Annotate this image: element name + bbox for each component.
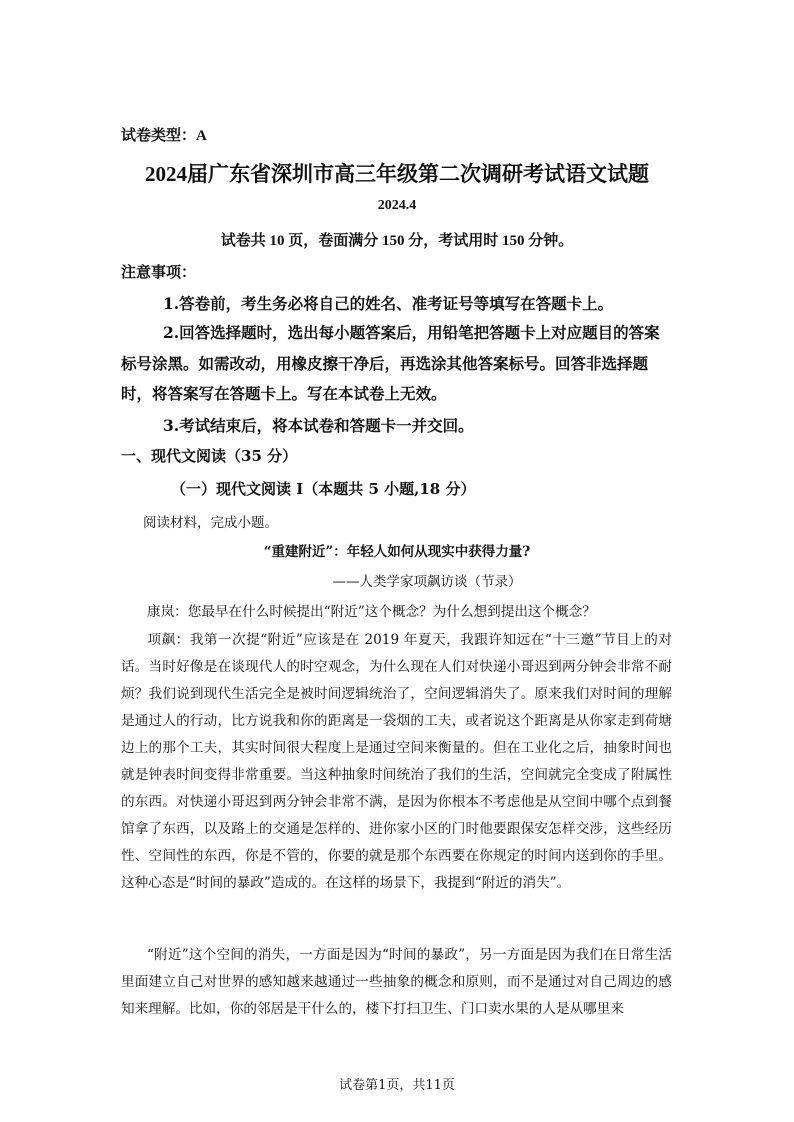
section-heading: 一、现代文阅读（35 分） xyxy=(121,447,298,465)
paragraph-text: “附近”这个空间的消失，一方面是因为“时间的暴政”，另一方面是因为我们在日常生活里面建立自己对世界的感知越来越通过一些抽象的概念和原则，而不是通过对自己周边的感知来理解。比如，你的邻居是干什么的，楼下打扫卫生、门口卖水果的人是从哪里来 xyxy=(121,947,672,1017)
exam-date: 2024.4 xyxy=(377,198,417,213)
article-subtitle: ——人类学家项飙访谈（节录） xyxy=(332,574,522,590)
notice-item-2: 2.回答选择题时，选出每小题答案后，用铅笔把答题卡上对应题目的答案标号涂黑。如需改动，用橡皮擦干净后，再选涂其他答案标号。回答非选择题时，将答案写在答题卡上。写在本试卷上无效。 xyxy=(121,323,660,403)
paper-type-label: 试卷类型：A xyxy=(121,128,207,144)
article-paragraph xyxy=(121,627,672,897)
paragraph-text: 康岚：您最早在什么时候提出“附近”这个概念？为什么想到提出这个概念？ xyxy=(147,604,596,620)
exam-title: 2024届广东省深圳市高三年级第二次调研考试语文试题 xyxy=(145,162,649,186)
notice-item-1: 1.答卷前，考生务必将自己的姓名、准考证号等填写在答题卡上。 xyxy=(163,294,614,313)
notice-heading: 注意事项： xyxy=(121,263,197,281)
reading-instruction: 阅读材料，完成小题。 xyxy=(143,515,278,531)
exam-info: 试卷共 10 页，卷面满分 150 分，考试用时 150 分钟。 xyxy=(220,233,574,249)
page-footer: 试卷第1页，共11页 xyxy=(339,1078,455,1093)
paragraph-text: 项飙：我第一次提“附近”应该是在 2019 年夏天，我跟许知远在“十三邀”节目上的对话。当时好像是在谈现代人的时空观念，为什么现在人们对快递小哥迟到两分钟会非常不耐烦？我们说到现代生活完全是被时间逻辑统治了，空间逻辑消失了。原来我们对时间的理解是通过人的行动，比方说我和你的距离是一袋烟的工夫，或者说这个距离是从你家走到荷塘边上的那个工夫，其实时间很大程度上是通过空间来衡量的。但在工业化之后，抽象时间也就是钟表时间变得非常重要。当这种抽象时间统治了我们的生活，空间就完全变成了附属性的东西。对快递小哥迟到两分钟会非常不满，是因为你根本不考虑他是从空间中哪个点到餐馆拿了东西，以及路上的交通是怎样的、进你家小区的门时他要跟保安怎样交涉，这些经历性、空间性的东西，你是不管的，你要的就是那个东西要在你规定的时间内送到你的手里。这种心态是“时间的暴政”造成的。在这样的场景下，我提到“附近的消失”。 xyxy=(121,632,672,891)
section-subheading: （一）现代文阅读 I（本题共 5 小题,18 分） xyxy=(171,480,476,498)
notice-item-3: 3.考试结束后，将本试卷和答题卡一并交回。 xyxy=(163,416,474,435)
article-paragraph xyxy=(121,599,672,626)
article-paragraph xyxy=(121,942,672,1023)
article-title: “重建附近”：年轻人如何从现实中获得力量? xyxy=(263,544,531,560)
